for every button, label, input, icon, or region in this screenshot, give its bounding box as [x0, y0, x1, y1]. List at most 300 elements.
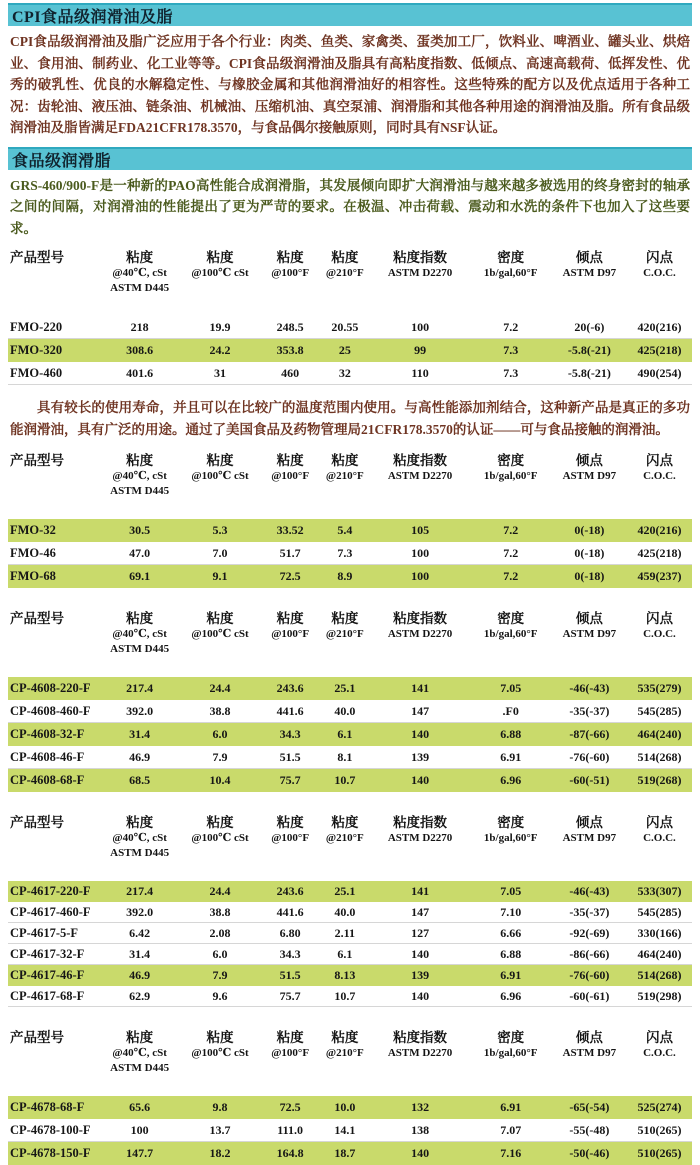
column-header-label: 粘度: [206, 453, 234, 468]
product-model-cell: CP-4608-32-F: [10, 726, 85, 741]
table-row: [8, 700, 692, 723]
column-header-label: 粘度: [331, 453, 359, 468]
column-header-label: C.O.C.: [643, 470, 676, 482]
value-cell: 139: [411, 967, 430, 982]
column-header-product: [8, 452, 100, 469]
value-cell: 8.1: [337, 749, 353, 764]
table-row: [8, 769, 692, 792]
column-header-label: ASTM D97: [562, 1047, 617, 1059]
value-cell: 2.11: [334, 925, 355, 940]
table-header-row: [8, 610, 692, 657]
column-header: [552, 249, 627, 281]
column-header-label: 闪点: [645, 250, 673, 265]
column-header: [179, 249, 261, 281]
column-header-label: 粘度指数: [393, 453, 448, 468]
column-header-product: [8, 1029, 100, 1046]
value-cell: 25.1: [334, 883, 356, 898]
column-header: [470, 249, 552, 281]
value-cell: 464(240): [637, 946, 682, 961]
value-cell: 46.9: [129, 749, 151, 764]
column-header-label: 产品型号: [10, 815, 64, 830]
column-header: [552, 452, 627, 484]
column-header: [261, 249, 319, 281]
value-cell: 6.88: [500, 946, 522, 961]
value-cell: 401.6: [126, 365, 154, 380]
value-cell: 34.3: [279, 946, 301, 961]
value-cell: 420(216): [637, 319, 682, 334]
column-header-label: 产品型号: [10, 611, 64, 626]
column-header: [470, 814, 552, 846]
spec-table-fmo-low: [8, 446, 692, 588]
value-cell: 6.91: [500, 1099, 522, 1114]
table-header: [8, 1023, 692, 1076]
value-cell: 72.5: [279, 1099, 301, 1114]
value-cell: -92(-69): [569, 925, 610, 940]
value-cell: 127: [411, 925, 430, 940]
value-cell: 545(285): [637, 703, 682, 718]
column-header-label: @100℃ cSt: [191, 267, 249, 279]
value-cell: 18.2: [209, 1145, 231, 1160]
product-model-cell: CP-4617-68-F: [10, 988, 85, 1003]
product-model-cell: FMO-68: [10, 568, 56, 583]
value-cell: 6.96: [500, 772, 522, 787]
value-cell: -50(-46): [569, 1145, 610, 1160]
product-model-cell: FMO-32: [10, 522, 56, 537]
column-header-product: [8, 610, 100, 627]
column-header: [179, 452, 261, 484]
value-cell: 75.7: [279, 772, 301, 787]
value-cell: 40.0: [334, 904, 356, 919]
value-cell: 460: [281, 365, 300, 380]
value-cell: -46(-43): [569, 883, 610, 898]
column-header-label: @210°F: [325, 628, 364, 640]
value-cell: 7.2: [503, 319, 519, 334]
column-header-label: 粘度: [331, 815, 359, 830]
column-header: [470, 610, 552, 642]
value-cell: 464(240): [637, 726, 682, 741]
column-header: [370, 452, 469, 484]
value-cell: 19.9: [209, 319, 231, 334]
value-cell: 6.66: [500, 925, 522, 940]
value-cell: 100: [411, 568, 430, 583]
column-header-label: 产品型号: [10, 453, 64, 468]
column-header-label: 粘度: [331, 1030, 359, 1045]
column-header-label: 粘度: [126, 1030, 154, 1045]
value-cell: 5.3: [212, 522, 228, 537]
value-cell: -5.8(-21): [567, 342, 611, 357]
column-header: [261, 1029, 319, 1061]
value-cell: 25: [338, 342, 351, 357]
table-header-row: [8, 452, 692, 499]
column-header: [261, 452, 319, 484]
column-header-label: 密度: [497, 815, 525, 830]
value-cell: 141: [411, 680, 430, 695]
column-header-label: @100℃ cSt: [191, 1047, 249, 1059]
value-cell: 392.0: [126, 703, 154, 718]
column-header-label: @40℃, cSt: [112, 628, 167, 640]
value-cell: 8.13: [334, 967, 356, 982]
column-header-label: 倾点: [575, 815, 603, 830]
column-header-label: C.O.C.: [643, 628, 676, 640]
column-header: [370, 814, 469, 846]
value-cell: 14.1: [334, 1122, 356, 1137]
value-cell: 545(285): [637, 904, 682, 919]
product-model-cell: CP-4608-220-F: [10, 680, 91, 695]
value-cell: 519(268): [637, 772, 682, 787]
value-cell: 24.2: [209, 342, 231, 357]
value-cell: -60(-61): [569, 988, 610, 1003]
value-cell: 5.4: [337, 522, 353, 537]
value-cell: 7.10: [500, 904, 522, 919]
column-header-label: @210°F: [325, 470, 364, 482]
value-cell: 10.7: [334, 772, 356, 787]
column-header-label: @100°F: [271, 267, 310, 279]
value-cell: 8.9: [337, 568, 353, 583]
value-cell: 248.5: [276, 319, 304, 334]
table-row: [8, 677, 692, 700]
column-header: [627, 1029, 692, 1061]
table-row: [8, 723, 692, 746]
grease-paragraph: GRS-460/900-F是一种新的PAO高性能合成润滑脂，其发展倾向即扩大润滑油与越来越多被选用的终身密封的轴承之间的间隔，对润滑油的性能提出了更为严苛的要求。在极温、冲击荷载、震动和水洗的条件下也加入了这些要求。: [10, 177, 690, 236]
column-header-label: @100℃ cSt: [191, 470, 249, 482]
value-cell: 20(-6): [574, 319, 605, 334]
value-cell: 24.4: [209, 680, 231, 695]
column-header-label: @40℃, cSt: [112, 1047, 167, 1059]
column-header-label: 1b/gal,60°F: [483, 628, 538, 640]
value-cell: 34.3: [279, 726, 301, 741]
column-header-label: 1b/gal,60°F: [483, 832, 538, 844]
value-cell: 47.0: [129, 545, 151, 560]
product-model-cell: CP-4678-150-F: [10, 1145, 91, 1160]
value-cell: 46.9: [129, 967, 151, 982]
mid-paragraph: 具有较长的使用寿命，并且可以在比较广的温度范围内使用。与高性能添加剂结合，这种新产品是真正的多功能润滑油，具有广泛的用途。通过了美国食品及药物管理局21CFR178.3570的认证——可与食品接触的润滑油。: [10, 400, 690, 437]
column-header-label: 倾点: [575, 250, 603, 265]
column-header: [470, 1029, 552, 1061]
value-cell: 140: [411, 988, 430, 1003]
value-cell: 535(279): [637, 680, 682, 695]
column-header: [370, 249, 469, 281]
spec-table-cp4617: [8, 808, 692, 1007]
column-header-label: ASTM D445: [110, 485, 170, 497]
section-title: CPI食品级润滑油及脂: [12, 9, 174, 26]
table-row: [8, 542, 692, 565]
value-cell: 6.0: [212, 726, 228, 741]
column-header-label: 粘度指数: [393, 1030, 448, 1045]
column-header: [319, 814, 370, 846]
column-header-label: 粘度: [126, 250, 154, 265]
product-model-cell: CP-4608-460-F: [10, 703, 91, 718]
value-cell: 243.6: [276, 883, 304, 898]
product-model-cell: FMO-46: [10, 545, 56, 560]
value-cell: 31.4: [129, 946, 151, 961]
value-cell: 111.0: [277, 1122, 303, 1137]
column-header-label: 产品型号: [10, 250, 64, 265]
column-header-label: ASTM D97: [562, 267, 617, 279]
column-header-label: 粘度: [331, 611, 359, 626]
column-header-label: 粘度指数: [393, 250, 448, 265]
value-cell: 18.7: [334, 1145, 356, 1160]
column-header: [100, 610, 179, 657]
column-header: [319, 1029, 370, 1061]
column-header: [179, 1029, 261, 1061]
value-cell: 7.3: [503, 342, 519, 357]
column-header-label: 1b/gal,60°F: [483, 470, 538, 482]
column-header-label: 密度: [497, 453, 525, 468]
value-cell: -60(-51): [569, 772, 610, 787]
value-cell: 514(268): [637, 749, 682, 764]
value-cell: 7.3: [503, 365, 519, 380]
section-title: 食品级润滑脂: [12, 152, 112, 170]
spec-table-cp4608: [8, 604, 692, 792]
column-header-label: @40℃, cSt: [112, 832, 167, 844]
table-row: [8, 1096, 692, 1119]
value-cell: 9.6: [212, 988, 228, 1003]
value-cell: 6.42: [129, 925, 151, 940]
column-header: [100, 1029, 179, 1076]
value-cell: 20.55: [331, 319, 359, 334]
column-header-label: 倾点: [575, 453, 603, 468]
product-model-cell: FMO-220: [10, 319, 63, 334]
column-header-label: @40℃, cSt: [112, 470, 167, 482]
value-cell: .F0: [502, 703, 519, 718]
value-cell: 75.7: [279, 988, 301, 1003]
column-header: [627, 249, 692, 281]
value-cell: 490(254): [637, 365, 682, 380]
column-header: [179, 814, 261, 846]
value-cell: -35(-37): [569, 703, 610, 718]
value-cell: 51.5: [279, 967, 301, 982]
product-model-cell: CP-4608-46-F: [10, 749, 85, 764]
value-cell: 139: [411, 749, 430, 764]
spec-table-fmo-high: [8, 243, 692, 385]
value-cell: 65.6: [129, 1099, 151, 1114]
column-header-label: ASTM D97: [562, 832, 617, 844]
value-cell: 330(166): [637, 925, 682, 940]
table-header-row: [8, 249, 692, 296]
value-cell: 425(218): [637, 342, 682, 357]
value-cell: 10.7: [334, 988, 356, 1003]
value-cell: 10.0: [334, 1099, 356, 1114]
column-header-label: 闪点: [645, 611, 673, 626]
column-header: [100, 249, 179, 296]
value-cell: 100: [130, 1122, 149, 1137]
value-cell: 9.8: [212, 1099, 228, 1114]
value-cell: 24.4: [209, 883, 231, 898]
column-header-label: ASTM D2270: [387, 470, 453, 482]
value-cell: 7.05: [500, 883, 522, 898]
value-cell: 7.2: [503, 568, 519, 583]
column-header-label: ASTM D445: [110, 282, 170, 294]
value-cell: 0(-18): [574, 568, 605, 583]
value-cell: 51.7: [279, 545, 301, 560]
value-cell: 33.52: [276, 522, 304, 537]
column-header-product: [8, 249, 100, 266]
value-cell: 459(237): [637, 568, 682, 583]
column-header-label: @100°F: [271, 1047, 310, 1059]
column-header: [552, 814, 627, 846]
value-cell: 7.07: [500, 1122, 522, 1137]
value-cell: 32: [338, 365, 351, 380]
table-header-row: [8, 814, 692, 861]
table-header-row: [8, 1029, 692, 1076]
column-header-label: ASTM D2270: [387, 832, 453, 844]
column-header-label: 粘度指数: [393, 815, 448, 830]
value-cell: 9.1: [212, 568, 228, 583]
value-cell: 6.1: [337, 946, 353, 961]
value-cell: 425(218): [637, 545, 682, 560]
value-cell: 7.2: [503, 545, 519, 560]
value-cell: 99: [414, 342, 427, 357]
column-header-label: @100°F: [271, 832, 310, 844]
product-model-cell: CP-4617-32-F: [10, 946, 85, 961]
product-model-cell: CP-4617-46-F: [10, 967, 85, 982]
column-header-label: 闪点: [645, 1030, 673, 1045]
column-header-label: @210°F: [325, 832, 364, 844]
column-header-label: 密度: [497, 1030, 525, 1045]
column-header: [627, 610, 692, 642]
column-header-label: @100°F: [271, 628, 310, 640]
table-row: [8, 1142, 692, 1165]
column-header-label: @210°F: [325, 267, 364, 279]
value-cell: -76(-60): [569, 967, 610, 982]
column-header-label: ASTM D2270: [387, 1047, 453, 1059]
column-header-label: 密度: [497, 611, 525, 626]
value-cell: 31: [214, 365, 227, 380]
column-header-label: 粘度: [276, 611, 304, 626]
column-header: [552, 610, 627, 642]
column-header-label: 粘度: [276, 453, 304, 468]
value-cell: 217.4: [126, 883, 154, 898]
table-row: [8, 519, 692, 542]
column-header-label: @210°F: [325, 1047, 364, 1059]
table-row: [8, 362, 692, 385]
product-model-cell: CP-4608-68-F: [10, 772, 85, 787]
column-header: [627, 452, 692, 484]
value-cell: 441.6: [276, 703, 304, 718]
column-header-label: ASTM D445: [110, 1062, 170, 1074]
product-model-cell: CP-4617-220-F: [10, 883, 91, 898]
value-cell: 147.7: [126, 1145, 154, 1160]
column-header-label: 粘度: [276, 250, 304, 265]
value-cell: 514(268): [637, 967, 682, 982]
column-header-label: 粘度: [126, 815, 154, 830]
column-header-label: @40℃, cSt: [112, 267, 167, 279]
column-header-label: 闪点: [645, 815, 673, 830]
column-header-label: 粘度: [276, 1030, 304, 1045]
column-header-label: 产品型号: [10, 1030, 64, 1045]
section-header-oils: [8, 3, 692, 26]
table-row: [8, 944, 692, 965]
column-header-label: @100℃ cSt: [191, 628, 249, 640]
column-header: [370, 610, 469, 642]
column-header: [100, 814, 179, 861]
table-row: [8, 339, 692, 362]
column-header: [179, 610, 261, 642]
column-header: [627, 814, 692, 846]
column-header-label: 粘度: [276, 815, 304, 830]
value-cell: 62.9: [129, 988, 151, 1003]
value-cell: 510(265): [637, 1122, 682, 1137]
column-header-label: 密度: [497, 250, 525, 265]
column-header-label: 粘度: [206, 1030, 234, 1045]
value-cell: 2.08: [209, 925, 231, 940]
column-header-label: 粘度指数: [393, 611, 448, 626]
value-cell: 68.5: [129, 772, 151, 787]
value-cell: -5.8(-21): [567, 365, 611, 380]
product-model-cell: CP-4617-460-F: [10, 904, 91, 919]
product-model-cell: CP-4617-5-F: [10, 925, 79, 940]
value-cell: 69.1: [129, 568, 151, 583]
value-cell: 7.0: [212, 545, 228, 560]
column-header-label: 1b/gal,60°F: [483, 267, 538, 279]
value-cell: 7.9: [212, 749, 228, 764]
column-header: [370, 1029, 469, 1061]
column-header-label: 闪点: [645, 453, 673, 468]
value-cell: 510(265): [637, 1145, 682, 1160]
value-cell: 140: [411, 946, 430, 961]
column-header: [261, 814, 319, 846]
value-cell: 6.1: [337, 726, 353, 741]
value-cell: 132: [411, 1099, 430, 1114]
value-cell: 147: [411, 703, 430, 718]
value-cell: 6.0: [212, 946, 228, 961]
value-cell: 147: [411, 904, 430, 919]
value-cell: 217.4: [126, 680, 154, 695]
table-row: [8, 565, 692, 588]
value-cell: 38.8: [209, 703, 231, 718]
value-cell: 7.2: [503, 522, 519, 537]
value-cell: 141: [411, 883, 430, 898]
column-header: [100, 452, 179, 499]
column-header-label: 粘度: [206, 815, 234, 830]
table-header: [8, 446, 692, 499]
value-cell: 308.6: [126, 342, 154, 357]
table-row: [8, 1119, 692, 1142]
column-header: [261, 610, 319, 642]
value-cell: 140: [411, 772, 430, 787]
table-row: [8, 965, 692, 986]
value-cell: -35(-37): [569, 904, 610, 919]
column-header-label: ASTM D445: [110, 847, 170, 859]
value-cell: 138: [411, 1122, 430, 1137]
column-header-label: @100°F: [271, 470, 310, 482]
value-cell: 164.8: [276, 1145, 304, 1160]
value-cell: 40.0: [334, 703, 356, 718]
column-header-label: @100℃ cSt: [191, 832, 249, 844]
value-cell: 0(-18): [574, 522, 605, 537]
table-row: [8, 923, 692, 944]
value-cell: -86(-66): [569, 946, 610, 961]
value-cell: -55(-48): [569, 1122, 610, 1137]
value-cell: 110: [411, 365, 429, 380]
column-header-product: [8, 814, 100, 831]
value-cell: 31.4: [129, 726, 151, 741]
table-header: [8, 243, 692, 296]
column-header-label: ASTM D2270: [387, 628, 453, 640]
value-cell: 420(216): [637, 522, 682, 537]
table-header: [8, 808, 692, 861]
value-cell: 525(274): [637, 1099, 682, 1114]
table-row: [8, 902, 692, 923]
column-header-label: 粘度: [126, 611, 154, 626]
value-cell: 243.6: [276, 680, 304, 695]
column-header-label: 倾点: [575, 1030, 603, 1045]
product-model-cell: CP-4678-68-F: [10, 1099, 85, 1114]
column-header-label: 粘度: [206, 611, 234, 626]
column-header-label: 1b/gal,60°F: [483, 1047, 538, 1059]
column-header-label: ASTM D2270: [387, 267, 453, 279]
value-cell: 441.6: [276, 904, 304, 919]
